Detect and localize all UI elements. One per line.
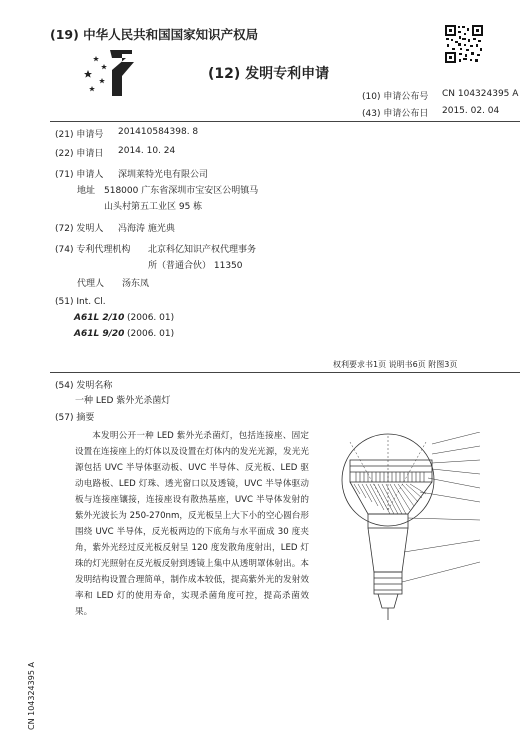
publication-date: 2015. 02. 04 xyxy=(442,106,500,116)
header-divider xyxy=(50,121,520,122)
address-line1: 518000 广东省深圳市宝安区公明镇马 xyxy=(104,186,259,196)
int-cl-label: (51) Int. Cl. xyxy=(55,297,106,307)
ipc-version-1: (2006. 01) xyxy=(127,313,175,323)
agency-line1: 北京科亿知识产权代理事务 xyxy=(148,245,257,255)
title-label: (54) 发明名称 xyxy=(55,381,113,391)
publication-number-label: (10) 申请公布号 xyxy=(362,92,429,102)
application-number: 201410584398. 8 xyxy=(118,127,199,137)
ipc-version-2: (2006. 01) xyxy=(127,329,175,339)
filing-date: 2014. 10. 24 xyxy=(118,146,176,156)
abstract-label: (57) 摘要 xyxy=(55,413,95,423)
abstract-drawing xyxy=(320,432,510,690)
ipc-code-1: A61L 2/10 xyxy=(74,313,125,323)
agency-label: (74) 专利代理机构 xyxy=(55,245,131,255)
address-label: 地址 xyxy=(77,186,96,196)
cnipa-logo-icon xyxy=(82,48,140,98)
applicant-label: (71) 申请人 xyxy=(55,170,104,180)
office-name: (19) 中华人民共和国国家知识产权局 xyxy=(50,27,259,42)
agent-label: 代理人 xyxy=(77,279,105,289)
qr-code-icon xyxy=(444,24,484,64)
inventors: 冯海涛 施光典 xyxy=(118,224,175,234)
abstract-text: 本发明公开一种 LED 紫外光杀菌灯，包括连接座、固定设置在连接座上的灯体以及设置在灯体内的发光光源，发光光源包括 UVC 半导体驱动板、UVC 半导体、反光板、LED 驱动电路板、LED 灯珠、透光窗口以及透镜，UVC 半导体驱动板与连接座镶接，连接座设有散热基座，UVC 半导体发射的紫外光波长为 250-270nm，反光板呈上大下小的空心圆台形围绕 UVC 半导体，反光板两边的下底角与水平面成 30 度夹角，紫外光经过反光板反射呈 120 度发散角度射出，LED 灯珠的灯光照射在反光板反射到透镜上集中从透明罩体射出。本发明结构设置合理简单，制作成本较低，提高紫外光的发射效率和 LED 灯的使用寿命，实现杀菌角度可控，提高杀菌效果。 xyxy=(75,431,309,617)
ipc-code-2: A61L 9/20 xyxy=(74,329,125,339)
side-publication-number: CN 104324395 A xyxy=(27,662,36,730)
publication-number: CN 104324395 A xyxy=(442,89,519,99)
publication-date-label: (43) 申请公布日 xyxy=(362,109,429,119)
application-number-label: (21) 申请号 xyxy=(55,130,104,140)
filing-date-label: (22) 申请日 xyxy=(55,149,104,159)
document-type: (12) 发明专利申请 xyxy=(208,66,330,82)
applicant: 深圳莱特光电有限公司 xyxy=(118,170,209,180)
biblio-divider xyxy=(50,372,520,373)
agent: 汤东凤 xyxy=(122,279,150,289)
address-line2: 山头村第五工业区 95 栋 xyxy=(104,202,203,212)
invention-title: 一种 LED 紫外光杀菌灯 xyxy=(75,396,171,406)
inventor-label: (72) 发明人 xyxy=(55,224,104,234)
agency-line2: 所（普通合伙） 11350 xyxy=(148,261,243,271)
page-counts: 权利要求书1页 说明书6页 附图3页 xyxy=(333,360,458,369)
